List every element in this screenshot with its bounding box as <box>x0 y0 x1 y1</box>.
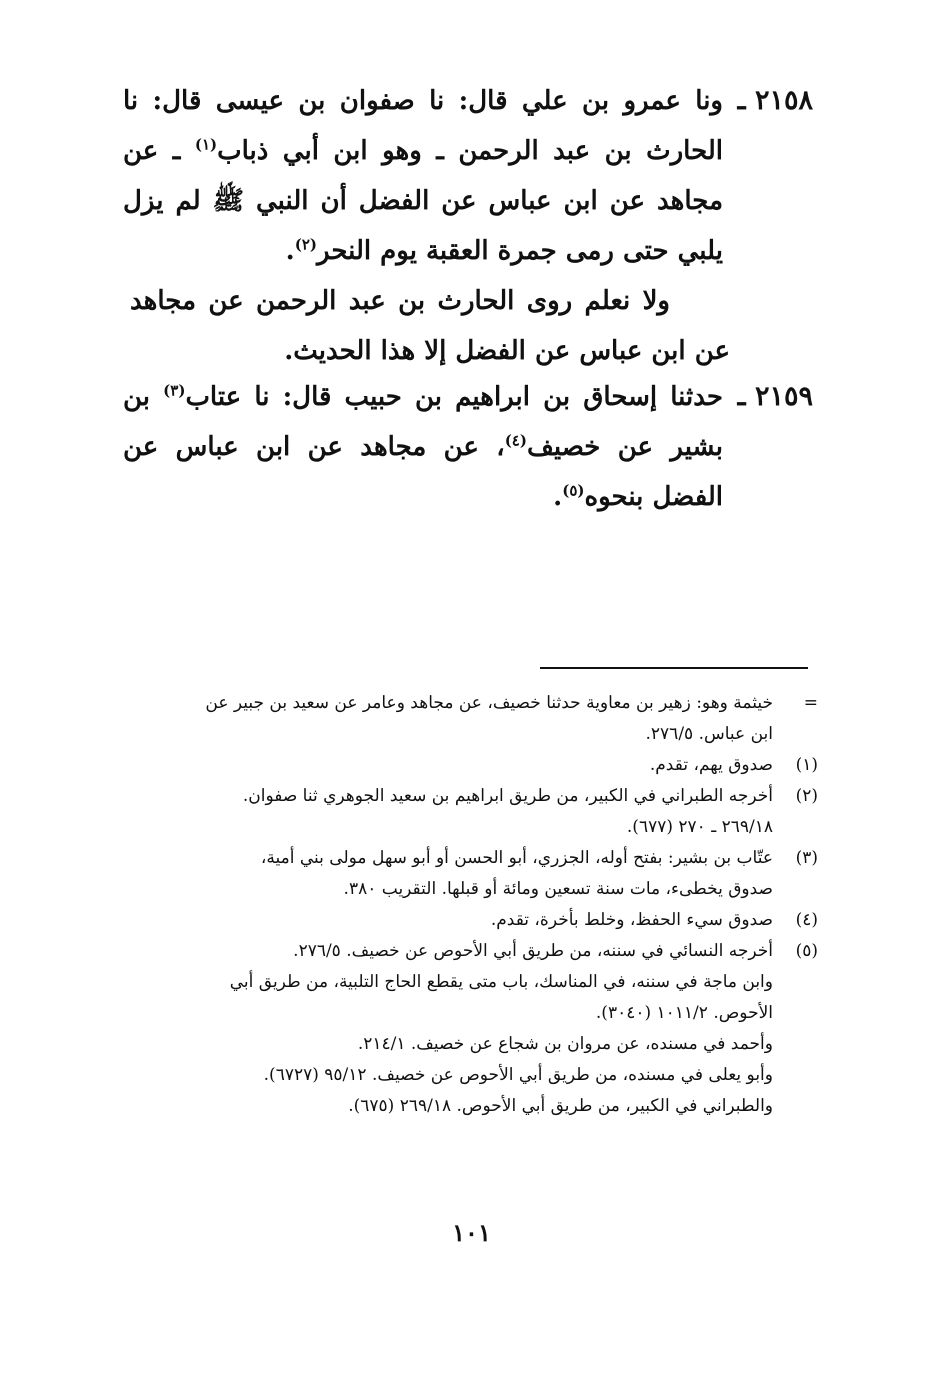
hadith-text-part: حدثنا إسحاق بن ابراهيم بن حبيب قال: نا عتاب <box>185 382 723 412</box>
footnote-line: ابن عباس. ٢٧٦/٥. <box>645 724 773 744</box>
footnote-4 <box>118 905 818 936</box>
footnote-line: الأحوص. ١٠١١/٢ (٣٠٤٠). <box>595 1003 773 1023</box>
footnote-line: وأبو يعلى في مسنده، من طريق أبي الأحوص عن خصيف. ٩٥/١٢ (٦٧٢٧). <box>263 1065 773 1085</box>
hadith-text <box>123 372 723 522</box>
footnote-marker: = <box>803 693 818 713</box>
footnote-ref: (١) <box>194 135 218 154</box>
footnote-line: أخرجه النسائي في سننه، من طريق أبي الأحوص عن خصيف. ٢٧٦/٥. <box>293 941 773 961</box>
footnotes <box>118 688 818 1122</box>
hadith-text <box>123 76 723 276</box>
footnote-marker: (١) <box>795 755 818 775</box>
hadith-text-part: ـ عن مجاهد عن ابن عباس عن الفضل أن النبي ﷺ لم يزل يلبي حتى رمى جمرة العقبة يوم النحر <box>123 136 723 266</box>
commentary-paragraph: ولا نعلم روى الحارث بن عبد الرحمن عن مجاهد عن ابن عباس عن الفضل إلا هذا الحديث. <box>130 286 730 366</box>
footnote-ref: (٥) <box>562 481 585 500</box>
footnote-ref: (٢) <box>294 235 317 254</box>
footnote-line: ٢٦٩/١٨ ـ ٢٧٠ (٦٧٧). <box>626 817 773 837</box>
footnote-1 <box>118 750 818 781</box>
hadith-number: ٢١٥٨ ـ <box>737 85 813 116</box>
footnote-5 <box>118 936 818 1122</box>
footnote-marker: (٢) <box>795 786 818 806</box>
hadith-text-part: بن بشير عن خصيف <box>123 382 723 462</box>
footnote-2 <box>118 781 818 843</box>
footnote-3 <box>118 843 818 905</box>
footnote-marker: (٤) <box>795 910 818 930</box>
footnote-line: صدوق يهم، تقدم. <box>649 755 773 775</box>
hadith-2158 <box>123 76 813 276</box>
hadith-2159 <box>123 372 813 522</box>
footnote-line: أخرجه الطبراني في الكبير، من طريق ابراهيم بن سعيد الجوهري ثنا صفوان. <box>242 786 773 806</box>
footnote-line: وابن ماجة في سننه، في المناسك، باب متى يقطع الحاج التلبية، من طريق أبي <box>229 972 773 992</box>
footnote-line: وأحمد في مسنده، عن مروان بن شجاع عن خصيف. ٢١٤/١. <box>357 1034 773 1054</box>
footnote-separator <box>540 667 808 669</box>
footnote-line: صدوق يخطىء، مات سنة تسعين ومائة أو قبلها. التقريب ٣٨٠. <box>343 879 773 899</box>
footnote-ref: (٤) <box>504 431 527 450</box>
hadith-text-part: . <box>285 236 295 266</box>
footnote-line: عتّاب بن بشير: بفتح أوله، الجزري، أبو الحسن أو أبو سهل مولى بني أمية، <box>260 848 773 868</box>
footnote-ref: (٣) <box>163 381 186 400</box>
footnote-marker: (٥) <box>795 941 818 961</box>
footnote-line: صدوق سيء الحفظ، وخلط بأخرة، تقدم. <box>490 910 773 930</box>
footnote-line: خيثمة وهو: زهير بن معاوية حدثنا خصيف، عن مجاهد وعامر عن سعيد بن جبير عن <box>205 693 773 713</box>
footnote-continuation <box>118 688 818 750</box>
hadith-text-part: ونا عمرو بن علي قال: نا صفوان بن عيسى قال: نا الحارث بن عبد الرحمن ـ وهو ابن أبي ذباب <box>123 86 723 166</box>
footnote-line: والطبراني في الكبير، من طريق أبي الأحوص. ٢٦٩/١٨ (٦٧٥). <box>348 1096 773 1116</box>
page-number: ١٠١ <box>452 1218 491 1247</box>
footnote-marker: (٣) <box>795 848 818 868</box>
hadith-text-part: ، عن مجاهد عن ابن عباس عن الفضل بنحوه <box>123 432 723 512</box>
hadith-number: ٢١٥٩ ـ <box>737 381 813 412</box>
hadith-text-part: . <box>553 482 563 512</box>
